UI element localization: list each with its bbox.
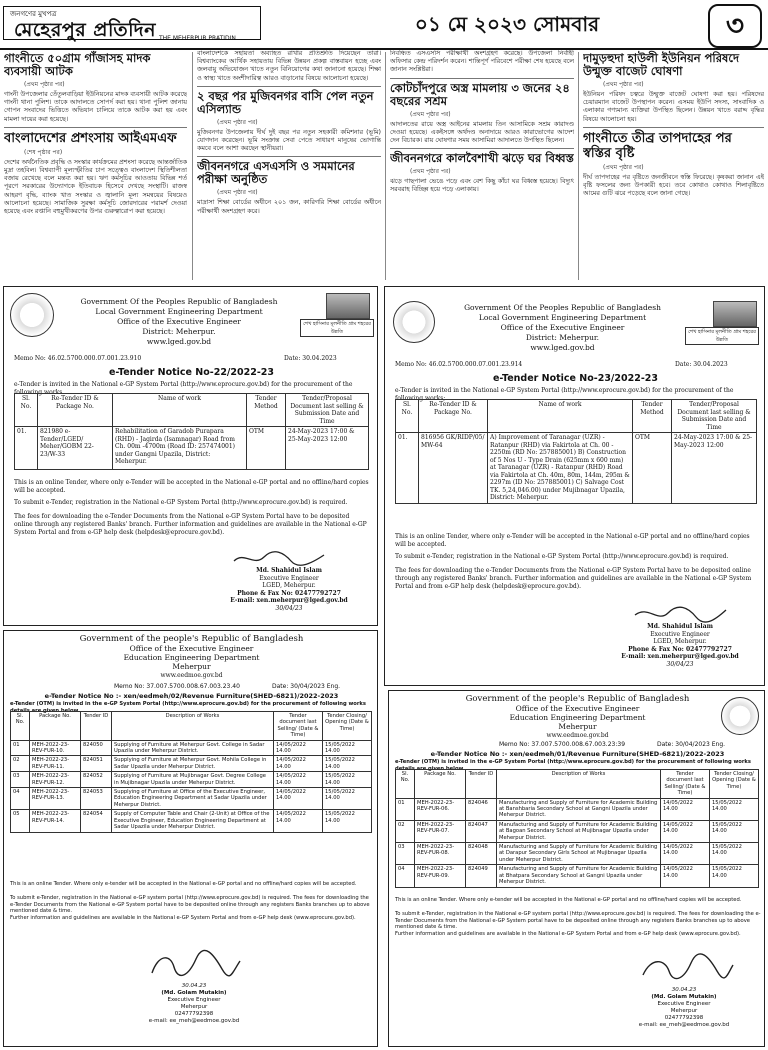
- column-header: Description of Works: [497, 770, 661, 799]
- table-cell: MEH-2022-23-REV-FUR-11.: [30, 756, 81, 772]
- continued-marker: (প্রথম পৃষ্ঠার পর): [410, 110, 451, 118]
- table-cell: Manufacturing and Supply of Furniture for Academic Building at Bagoan Secondary School at Mujibnagar Upazila under Meherpur District.: [497, 820, 661, 842]
- office-name: Office of the Executive Engineer: [117, 317, 241, 326]
- office-name: Office of the Executive Engineer: [515, 704, 640, 713]
- column-divider: [197, 86, 381, 87]
- signature-block: [204, 567, 374, 612]
- column-header: Sl. No.: [396, 770, 415, 799]
- table-cell: Manufacturing and Supply of Furniture for Academic Building at Bhatpara Secondary School at Gangni Upazila under Meherpur District.: [497, 865, 661, 887]
- table-row: [11, 810, 372, 832]
- signature-block: [609, 987, 759, 1029]
- signatory-title: Executive Engineer: [657, 1001, 711, 1007]
- table-cell: 824053: [81, 788, 112, 810]
- tender-notice-eed-01: [388, 690, 765, 1047]
- notice-title: e-Tender Notice No :- xen/eedmeh/01/Revenue Furniture(SHED-6821)/2022-2023: [430, 750, 725, 758]
- table-row: [15, 427, 369, 470]
- table-header-row: [15, 394, 369, 427]
- notice-note: This is an online Tender. Where only e-tender will be accepted in the National e-GP portal and no offline/hard copies will be accepted.: [395, 897, 742, 903]
- slogan-box: শেখ হাসিনার মূলনীতি গ্রাম শহরের উন্নতি: [300, 319, 374, 337]
- memo-date: Date: 30/04/2023 Eng.: [657, 741, 726, 748]
- slogan-box: শেখ হাসিনার মূলনীতি গ্রাম শহরের উন্নতি: [685, 327, 759, 345]
- office-name: Office of the Executive Engineer: [500, 323, 625, 332]
- table-cell: 05: [11, 810, 30, 832]
- signatory-phone: 02477792398: [174, 1011, 214, 1017]
- lged-logo: [393, 301, 435, 343]
- masthead: [3, 6, 261, 40]
- column-header: Tender/Proposal Document last selling & Submission Date and Time: [672, 400, 757, 433]
- table-cell: 03: [396, 843, 415, 865]
- column-header: Tender Closing/ Opening (Date & Time): [710, 770, 759, 799]
- signatory-name: (Md. Golam Mutakin): [161, 990, 227, 996]
- signatory-phone: 02477792398: [664, 1015, 704, 1021]
- government-name: Government Of the Peoples Republic of Bangladesh: [464, 303, 661, 312]
- tender-notice-lged-22: [3, 286, 378, 626]
- column-separator: [192, 52, 193, 280]
- column-header: Re-Tender ID & Package No.: [38, 394, 113, 427]
- signatory-name: Md. Shahidul Islam: [647, 623, 713, 630]
- portrait-photo: [326, 293, 370, 319]
- column-divider: [390, 148, 574, 149]
- table-cell: 14/05/2022 14.00: [661, 820, 710, 842]
- column-header: Tender/Proposal Document last selling & Submission Date and Time: [286, 394, 369, 427]
- signatory-name: Md. Shahidul Islam: [256, 567, 322, 574]
- table-cell: MEH-2022-23-REV-FUR-06.: [415, 798, 466, 820]
- continued-marker: (প্রথম পৃষ্ঠার পর): [217, 118, 258, 126]
- notice-note: To submit e-Tender, registration in the National e-GP system portal (http://www.eprocure.gov.bd) is required. The fees for downloading the e-Tender Documents from the National e-GP System portal have to be deposited online through any registers Banks branches up to above mentioned date & time.: [395, 911, 761, 930]
- table-cell: 15/05/2022 14.00: [323, 772, 372, 788]
- table-cell: 15/05/2022 14.00: [323, 756, 372, 772]
- table-cell: Supplying of Furniture at Meherpur Govt. College in Sadar Upazila under Meherpur District.: [112, 740, 274, 756]
- table-row: [396, 820, 759, 842]
- notice-intro: e-Tender (OTM) is invited in the e-GP System Portal (http://www.eprocure.gov.bd) for the procurement of following works details are given below.: [395, 759, 751, 772]
- signatory-place: Meherpur: [670, 1008, 698, 1014]
- table-cell: MEH-2022-23-REV-FUR-07.: [415, 820, 466, 842]
- column-separator: [578, 52, 579, 280]
- department-name: Local Government Engineering Department: [95, 307, 263, 316]
- signature-date: 30.04.23: [671, 987, 697, 993]
- table-cell: MEH-2022-23-REV-FUR-10.: [30, 740, 81, 756]
- article-body: দীর্ঘ তাপদাহের পর বৃষ্টিতে জনজীবনে স্বস্তি ফিরেছে। কৃষকরা জানান এই বৃষ্টি ফসলের জন্য উপকারী হবে। তবে কোথাও কোথাও শিলাবৃষ্টিতে আমের গুটি ঝরে পড়েছে বলে জানা গেছে।: [583, 173, 764, 198]
- website: www.lged.gov.bd: [530, 343, 595, 352]
- table-cell: 824049: [466, 865, 497, 887]
- table-cell: 24-May-2023 17:00 & 25-May-2023 12:00: [286, 427, 369, 470]
- column-header: Tender ID: [466, 770, 497, 799]
- memo-date: Date: 30/04/2023 Eng.: [272, 683, 341, 690]
- table-cell: 816956 GK/RIDP/05/ MW-64: [419, 433, 488, 504]
- notice-intro: e-Tender (OTM) is invited in the e-GP System Portal (http://www.eprocure.gov.bd) for the procurement of following works details are given below.: [10, 701, 366, 714]
- table-cell: 824050: [81, 740, 112, 756]
- table-cell: 15/05/2022 14.00: [710, 820, 759, 842]
- column-header: Tender Method: [633, 400, 672, 433]
- table-cell: Supplying of Furniture at Mujibnagar Govt. Degree College in Mujibnagar Upazila under Meherpur District.: [112, 772, 274, 788]
- headline-ganja-arrest: গাংনীতে ৫০গ্রাম গাঁজাসহ মাদক ব্যবসায়ী আটক: [4, 51, 151, 78]
- continued-marker: (প্রথম পৃষ্ঠার পর): [603, 81, 644, 88]
- office-header: [64, 297, 294, 347]
- notice-note: The fees for downloading the e-Tender Documents from the National e-GP System Portal have to be deposited online through any registered Banks' branch. Further information and guidelines are available in the National e-GP System Portal and from e-GP help desk (helpdesk@eprocure.gov.bd).: [395, 567, 752, 590]
- notice-note: This is an online Tender, where only e-Tender will be accepted in the National e-GP portal and no offline/hard copies will be accepted.: [14, 479, 369, 494]
- table-cell: 15/05/2022 14.00: [710, 798, 759, 820]
- website: www.lged.gov.bd: [146, 337, 212, 346]
- lged-logo: [10, 293, 54, 337]
- place-name: Meherpur: [172, 662, 211, 671]
- memo-number: Memo No: 37.007.5700.008.67.003.23.40: [114, 683, 240, 690]
- district-name: District: Meherpur.: [525, 333, 600, 342]
- table-cell: 02: [11, 756, 30, 772]
- signatory-email: e-mail: ee_meh@eedmoe.gov.bd: [638, 1022, 730, 1028]
- continued-marker: (প্রথম পৃষ্ঠার পর): [603, 163, 644, 171]
- notice-note: Further information and guidelines are available in the National e-GP System Portal and from e-GP help desk (www.eprocure.gov.bd).: [10, 915, 356, 921]
- column-header: Name of work: [113, 394, 247, 427]
- article-body: ইউনিয়ন পরিষদ চত্বরে উন্মুক্ত বাজেট ঘোষণা করা হয়। পরিষদের চেয়ারম্যান বাজেট উপস্থাপন করেন। এসময় ইউপি সদস্য, সাংবাদিক ও এলাকার গণ্যমান্য ব্যক্তিরা উপস্থিত ছিলেন। উন্নয়ন খাতে বরাদ্দ বৃদ্ধির বিষয়ে আলোচনা হয়।: [583, 91, 764, 123]
- table-cell: Rehabilitation of Garadob Purapara (RHD) - Jagirda (Isamnagar) Road from Ch. 00m -4700m (Road ID: 257474001) under Gangni Upazila, District: Meherpur.: [113, 427, 247, 470]
- table-row: [396, 843, 759, 865]
- column-divider: [583, 127, 764, 128]
- page-number: ৩: [708, 4, 762, 48]
- notice-note: This is an online Tender. Where only e-tender will be accepted in the National e-GP portal and no offline/hard copies will be accepted.: [10, 881, 357, 887]
- signature-date: 30/04/23: [275, 604, 303, 612]
- notice-intro: e-Tender is invited in the National e-GP System Portal (http://www.eprocure.gov.bd) for the procurement of the following works.: [14, 381, 353, 396]
- column-separator: [385, 52, 386, 280]
- table-header-row: [396, 770, 759, 799]
- continued-marker: (প্রথম পৃষ্ঠার পর): [410, 168, 451, 176]
- notice-note: To submit e-Tender, registration in the National e-GP system portal (http://www.eprocure.gov.bd) is required. The fees for downloading the e-Tender Documents from the National e-GP System portal have to be deposited online through any registers Banks branches up to above mentioned date & time.: [10, 895, 370, 914]
- table-cell: 14/05/2022 14.00: [274, 772, 323, 788]
- table-cell: 04: [396, 865, 415, 887]
- table-cell: 824046: [466, 798, 497, 820]
- memo-date: Date: 30.04.2023: [675, 361, 728, 368]
- table-cell: 24-May-2023 17:00 & 25-May-2023 12:00: [672, 433, 757, 504]
- signature-scrawl: [630, 605, 730, 625]
- table-cell: Supplying of Furniture at Office of the Executive Engineer, Education Engineering Department at Sadar Upazila under Meherpur District.: [112, 788, 274, 810]
- table-cell: 15/05/2022 14.00: [710, 843, 759, 865]
- table-cell: 824047: [466, 820, 497, 842]
- headline-rain: গাংনীতে তীব্র তাপদাহের পর স্বস্তির বৃষ্টি: [583, 130, 732, 161]
- table-header-row: [11, 712, 372, 741]
- continued-marker: (শেষ পৃষ্ঠার পর): [24, 148, 63, 156]
- column-header: Tender Closing/ Opening (Date & Time): [323, 712, 372, 741]
- column-header: Tender Method: [247, 394, 286, 427]
- memo-date: Date: 30.04.2023: [284, 355, 337, 362]
- table-cell: 01: [396, 798, 415, 820]
- news-column-1: [4, 50, 187, 282]
- table-row: [396, 865, 759, 887]
- table-cell: OTM: [247, 427, 286, 470]
- table-cell: 14/05/2022 14.00: [274, 788, 323, 810]
- news-column-3: [390, 50, 574, 282]
- tender-notice-eed-02: [3, 630, 378, 1047]
- notice-note: To submit e-Tender, registration in the National e-GP System Portal (http://www.eprocure.gov.bd) is required.: [395, 553, 729, 560]
- table-cell: A) Improvement of Taranagar (UZR) - Ratanpur (RHD) via Fakirtola at Ch. 00 - 2250m (RD No: 257885001) B) Construction of 5 Nos U - Type Drain (625mm x 600 mm) at Taranagar (UZR) - Ratanpur (RHD) Road via Fakirtola at Ch. 40m, 80m, 144m, 295m & 2297m (ID No: 257885001) C) Salvage Cost TK. 5,24,046.00) under Mujibnagar Upazila, District: Meherpur.: [488, 433, 633, 504]
- table-row: [11, 740, 372, 756]
- table-cell: 824048: [466, 843, 497, 865]
- column-header: Description of Works: [112, 712, 274, 741]
- column-header: Sl. No.: [11, 712, 30, 741]
- notice-note: To submit e-Tender, registration in the National e-GP System Portal (http://www.eprocure.gov.bd) is required.: [14, 499, 348, 506]
- column-header: Name of work: [488, 400, 633, 433]
- notice-note: The fees for downloading the e-Tender Documents from the National e-GP System Portal have to be deposited online through any registered Banks' branch. Further information and guidelines are available in the National e-GP System Portal and from e-GP help desk (helpdesk@eprocure.gov.bd).: [14, 513, 367, 536]
- table-row: [11, 756, 372, 772]
- signature-scrawl: [144, 949, 244, 981]
- column-header: Tender document last Selling/ (Date & Time): [274, 712, 323, 741]
- column-header: Sl. No.: [15, 394, 38, 427]
- column-header: Re-Tender ID & Package No.: [419, 400, 488, 433]
- table-cell: OTM: [633, 433, 672, 504]
- column-header: Tender document last Selling/ (Date & Time): [661, 770, 710, 799]
- table-row: [396, 433, 757, 504]
- tender-table: [14, 393, 369, 470]
- table-cell: 14/05/2022 14.00: [661, 865, 710, 887]
- column-divider: [390, 78, 574, 79]
- headline-open-budget: দামুড়হুদা হাউলী ইউনিয়ন পরিষদে উন্মুক্ত বাজেট ঘোষণা: [583, 51, 740, 78]
- table-row: [11, 772, 372, 788]
- signatory-name: (Md. Golam Mutakin): [651, 994, 717, 1000]
- headline-storm: জীবননগরে কালবৈশাখী ঝড়ে ঘর বিধ্বস্ত: [390, 151, 574, 166]
- table-cell: 15/05/2022 14.00: [323, 740, 372, 756]
- government-name: Government of the people's Republic of Bangladesh: [465, 694, 690, 704]
- notice-note: This is an online Tender, where only e-Tender will be accepted in the National e-GP portal and no offline/hard copies will be accepted.: [395, 533, 750, 548]
- table-row: [396, 798, 759, 820]
- newspaper-name-english: THE MEHERPUR PRATIDIN: [159, 35, 236, 42]
- table-cell: 821980 e-Tender/LGED/ Meher/GOBM 22-23/W-33: [38, 427, 113, 470]
- table-cell: 14/05/2022 14.00: [661, 798, 710, 820]
- signatory-title: Executive Engineer: [650, 630, 710, 638]
- article-body: বাংলাদেশকে সহায়তা অব্যাহত রাখার প্রতিশ্রুতি দিয়েছেন তারা। বিশ্বব্যাংকের আর্থিক সহায়তায় বিভিন্ন উন্নয়ন প্রকল্প বাস্তবায়ন হচ্ছে এবং জলবায়ু অভিযোজন খাতে নতুন বিনিয়োগের কথা জানানো হয়েছে। শিক্ষা ও স্বাস্থ্য খাতে অংশীদারিত্ব আরও বাড়ানোর বিষয়ে আলোচনা হয়েছে।: [197, 50, 381, 82]
- table-cell: 03: [11, 772, 30, 788]
- table-header-row: [396, 400, 757, 433]
- notice-note: Further information and guidelines are available in the National e-GP System Portal and from e-GP help desk (www.eprocure.gov.bd).: [395, 931, 741, 937]
- tender-notice-lged-23: [384, 286, 765, 686]
- website: www.eedmoe.gov.bd: [546, 732, 609, 739]
- news-column-2: [197, 50, 381, 282]
- continued-marker: (প্রথম পৃষ্ঠার পর): [24, 81, 65, 88]
- column-divider: [4, 127, 187, 128]
- signature-block: [595, 623, 765, 668]
- portrait-photo: [713, 301, 757, 327]
- article-body: দেশের অর্থনৈতিক প্রবৃদ্ধি ও সংস্কার কার্যক্রমের প্রশংসা করেছে আন্তর্জাতিক মুদ্রা তহবিল। বিশ্বব্যাপী মূল্যস্ফীতির চাপ সত্ত্বেও বাংলাদেশ স্থিতিশীলতা বজায় রেখেছে বলে মন্তব্য করা হয়। ঋণ কর্মসূচির আওতায় বিভিন্ন শর্ত পূরণে সরকারের উদ্যোগকে ইতিবাচক হিসেবে দেখছে সংস্থাটি। রাজস্ব আহরণ বৃদ্ধি, ব্যাংক খাত সংস্কার ও জ্বালানি মূল্য সমন্বয়ের বিষয়েও আলোচনা হয়েছে। সামাজিক সুরক্ষা কর্মসূচি জোরদারের পরামর্শ দেওয়া হয়েছে এবং রপ্তানি বহুমুখীকরণের উপর গুরুত্বারোপ করা হয়েছে।: [4, 158, 187, 216]
- signatory-phone: Phone & Fax No: 02477792727: [237, 589, 341, 597]
- department-name: Education Engineering Department: [123, 653, 260, 662]
- table-cell: 04: [11, 788, 30, 810]
- department-name: Local Government Engineering Department: [478, 313, 647, 322]
- tender-table: [395, 769, 759, 888]
- article-body: নিবন্ধিত এসএসসি পরীক্ষার্থী অংশগ্রহণ করেছে। উপজেলা নির্বাহী অফিসার কেন্দ্র পরিদর্শন করেন। শান্তিপূর্ণ পরিবেশে পরীক্ষা শেষ হয়েছে বলে জানান সংশ্লিষ্টরা।: [390, 50, 574, 74]
- tender-table: [10, 711, 372, 833]
- headline-imf-praise: বাংলাদেশের প্রশংসায় আইএমএফ: [4, 130, 177, 146]
- table-cell: 824054: [81, 810, 112, 832]
- table-cell: MEH-2022-23-REV-FUR-09.: [415, 865, 466, 887]
- newspaper-name: মেহেরপুর প্রতিদিন: [14, 19, 156, 41]
- memo-number: Memo No: 37.007.5700.008.67.003.23:39: [499, 741, 626, 748]
- table-cell: 15/05/2022 14.00: [323, 788, 372, 810]
- table-cell: 01.: [15, 427, 38, 470]
- table-cell: 824052: [81, 772, 112, 788]
- column-header: Sl. No.: [396, 400, 419, 433]
- signatory-title: Executive Engineer: [259, 574, 319, 582]
- office-header: [4, 635, 378, 680]
- continued-marker: (প্রথম পৃষ্ঠার পর): [217, 189, 258, 197]
- signature-block: [114, 983, 274, 1025]
- masthead-tagline: জনগণের মুখপত্র: [10, 10, 57, 18]
- signature-scrawl: [637, 953, 737, 985]
- signature-scrawl: [229, 549, 329, 569]
- table-cell: MEH-2022-23-REV-FUR-08.: [415, 843, 466, 865]
- signatory-place: Meherpur: [180, 1004, 208, 1010]
- table-cell: Supply of Computer Table and Chair (2-Unit) at Office of the Executive Engineer, Education Engineering Department at Sadar Upazila under Meherpur District.: [112, 810, 274, 832]
- website: www.eedmoe.gov.bd: [160, 672, 223, 679]
- table-cell: MEH-2022-23-REV-FUR-14.: [30, 810, 81, 832]
- notice-title: e-Tender Notice No :- xen/eedmeh/02/Revenue Furniture(SHED-6821)/2022-2023: [44, 692, 339, 700]
- government-name: Government of the people's Republic of Bangladesh: [79, 634, 304, 644]
- table-cell: Supplying of Furniture at Meherpur Govt. Mohila College in Sadar Upazila under Meherpur District.: [112, 756, 274, 772]
- headline-ssc-exam: জীবননগরে এসএসসি ও সমমানের পরীক্ষা অনুষ্ঠিত: [197, 159, 355, 187]
- column-header: Package No.: [415, 770, 466, 799]
- office-header: [389, 695, 765, 740]
- table-cell: Manufacturing and Supply of Furniture for Academic Building at Banshbaria Secondary School at Gangni Upazila under Meherpur District.: [497, 798, 661, 820]
- table-cell: 01: [11, 740, 30, 756]
- signatory-org: LGED, Meherpur.: [262, 582, 316, 589]
- article-body: ঝড়ে গাছপালা ভেঙে পড়ে এবং বেশ কিছু কাঁচা ঘর বিধ্বস্ত হয়েছে। বিদ্যুৎ সরবরাহ বিচ্ছিন্ন হয়ে পড়ে এলাকায়।: [390, 178, 574, 194]
- memo-number: Memo No: 46.02.5700.000.07.001.23.914: [395, 361, 523, 368]
- government-name: Government Of the Peoples Republic of Bangladesh: [80, 297, 278, 306]
- tender-table: [395, 399, 757, 504]
- column-divider: [197, 156, 381, 157]
- article-body: মুজিবনগর উপজেলায় দীর্ঘ দুই বছর পর নতুন সহকারী কমিশনার (ভূমি) যোগদান করেছেন। ভূমি সংক্রান্ত সেবা পেতে সাধারণ মানুষের ভোগান্তি কমবে বলে আশা করছেন স্থানীয়রা।: [197, 128, 381, 153]
- table-cell: 14/05/2022 14.00: [274, 740, 323, 756]
- signatory-email: E-mail: xen.meherpur@lged.gov.bd: [230, 597, 348, 604]
- table-cell: 14/05/2022 14.00: [661, 843, 710, 865]
- table-cell: 15/05/2022 14.00: [323, 810, 372, 832]
- table-cell: 14/05/2022 14.00: [274, 810, 323, 832]
- column-header: Tender ID: [81, 712, 112, 741]
- notice-title: e-Tender Notice No-23/2022-23: [492, 373, 659, 384]
- signatory-email: E-mail: xen.meherpur@lged.gov.bd: [621, 653, 739, 660]
- office-name: Office of the Executive Engineer: [129, 644, 254, 653]
- headline-arms-case: কোটচাঁদপুরে অস্ত্র মামলায় ৩ জনের ২৪ বছরের সশ্রম: [390, 80, 570, 108]
- table-cell: MEH-2022-23-REV-FUR-13.: [30, 788, 81, 810]
- notice-title: e-Tender Notice No-22/2022-23: [108, 367, 275, 378]
- memo-number: Memo No: 46.02.5700.000.07.001.23.910: [14, 355, 142, 362]
- signatory-title: Executive Engineer: [167, 997, 221, 1003]
- department-name: Education Engineering Department: [509, 713, 646, 722]
- table-cell: MEH-2022-23-REV-FUR-12.: [30, 772, 81, 788]
- office-header: [445, 303, 680, 353]
- article-body: মাদ্রাসা শিক্ষা বোর্ডের অধীনে ২০১ জন, কারিগরি শিক্ষা বোর্ডের অধীনে পরীক্ষার্থী অংশগ্রহণ করে।: [197, 199, 381, 215]
- column-header: Package No.: [30, 712, 81, 741]
- issue-date: ০১ মে ২০২৩ সোমবার: [414, 12, 600, 36]
- place-name: Meherpur: [558, 722, 597, 731]
- table-cell: 15/05/2022 14.00: [710, 865, 759, 887]
- table-cell: 824051: [81, 756, 112, 772]
- signature-date: 30.04.23: [181, 983, 207, 989]
- article-body: গাংনী উপজেলার তেঁতুলবাড়িয়া ইউনিয়নের মাদক ব্যবসায়ী আটক করেছে গাংনী থানা পুলিশ। তাকে আদালতে সোপর্দ করা হয়। থানা পুলিশ জানায় গোপন সংবাদের ভিত্তিতে অভিযান চালিয়ে তাকে আটক করা হয় এবং মামলা দায়ের করা হয়েছে।: [4, 91, 187, 123]
- table-row: [11, 788, 372, 810]
- page-header: [0, 0, 768, 50]
- district-name: District: Meherpur.: [142, 327, 216, 336]
- table-cell: 02: [396, 820, 415, 842]
- table-cell: 14/05/2022 14.00: [274, 756, 323, 772]
- notice-intro: e-Tender is invited in the National e-GP System Portal (http://www.eprocure.gov.bd) for the procurement of the following works;: [395, 387, 734, 402]
- news-column-4: [583, 50, 764, 282]
- signatory-phone: Phone & Fax No: 02477792727: [628, 645, 732, 653]
- signatory-email: e-mail: ee_meh@eedmoe.gov.bd: [148, 1018, 240, 1024]
- table-cell: Manufacturing and Supply of Furniture for Academic Building at Darapur Secondary Girls School at Mujibnagar Upazila under Meherpur District.: [497, 843, 661, 865]
- article-body: আদালতের রায়ে অস্ত্র আইনের মামলায় তিন আসামিকে সশ্রম কারাদণ্ড দেওয়া হয়েছে। একইসঙ্গে অর্থদণ্ড অনাদায়ে আরও কারাভোগের আদেশ দেন বিচারক। রায় ঘোষণার সময় আসামিরা আদালতে উপস্থিত ছিলেন।: [390, 120, 574, 145]
- headline-new-ac-land: ২ বছর পর মুজিবনগর বাসি পেল নতুন এসিল্যান্ড: [197, 88, 374, 116]
- table-cell: 01.: [396, 433, 419, 504]
- signature-date: 30/04/23: [666, 660, 694, 668]
- signatory-org: LGED, Meherpur.: [653, 638, 707, 645]
